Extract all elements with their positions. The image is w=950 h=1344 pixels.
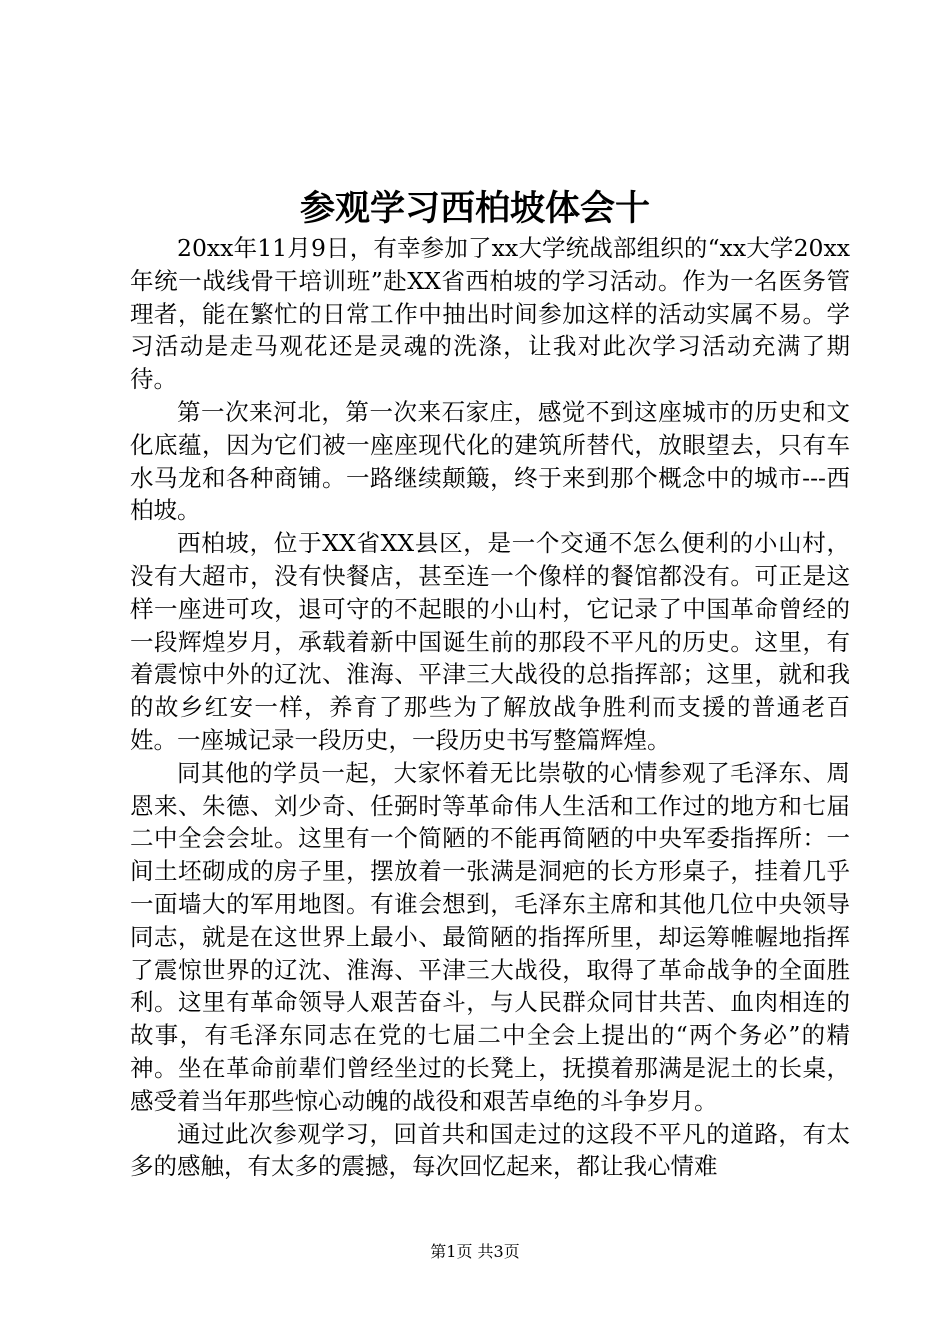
document-body (130, 232, 850, 1183)
paragraph-4: 同其他的学员一起，大家怀着无比崇敬的心情参观了毛泽东、周恩来、朱德、刘少奇、任弼时等革命伟人生活和工作过的地方和七届二中全会会址。这里有一个简陋的不能再简陋的中央军委指挥所：一间土坯砌成的房子里，摆放着一张满是洞疤的长方形桌子，挂着几乎一面墙大的军用地图。有谁会想到，毛泽东主席和其他几位中央领导同志，就是在这世界上最小、最简陋的指挥所里，却运筹帷幄地指挥了震惊世界的辽沈、淮海、平津三大战役，取得了革命战争的全面胜利。这里有革命领导人艰苦奋斗，与人民群众同甘共苦、血肉相连的故事，有毛泽东同志在党的七届二中全会上提出的“两个务必”的精神。坐在革命前辈们曾经坐过的长凳上，抚摸着那满是泥土的长桌，感受着当年那些惊心动魄的战役和艰苦卓绝的斗争岁月。 (130, 758, 850, 1115)
page-footer: 第1页 共3页 (430, 1242, 520, 1261)
document-title: 参观学习西柏坡体会十 (299, 189, 650, 229)
paragraph-5: 通过此次参观学习，回首共和国走过的这段不平凡的道路，有太多的感触，有太多的震撼，每次回忆起来，都让我心情难 (130, 1119, 850, 1181)
paragraph-1: 20xx年11月9日，有幸参加了xx大学统战部组织的“xx大学20xx年统一战线骨干培训班”赴XX省西柏坡的学习活动。作为一名医务管理者，能在繁忙的日常工作中抽出时间参加这样的活动实属不易。学习活动是走马观花还是灵魂的洗涤，让我对此次学习活动充满了期待。 (130, 234, 850, 394)
paragraph-3: 西柏坡，位于XX省XX县区，是一个交通不怎么便利的小山村，没有大超市，没有快餐店，甚至连一个像样的餐馆都没有。可正是这样一座进可攻，退可守的不起眼的小山村，它记录了中国革命曾经的一段辉煌岁月，承载着新中国诞生前的那段不平凡的历史。这里，有着震惊中外的辽沈、淮海、平津三大战役的总指挥部；这里，就和我的故乡红安一样，养育了那些为了解放战争胜利而支援的普通老百姓。一座城记录一段历史，一段历史书写整篇辉煌。 (130, 529, 850, 754)
paragraph-2: 第一次来河北，第一次来石家庄，感觉不到这座城市的历史和文化底蕴，因为它们被一座座现代化的建筑所替代，放眼望去，只有车水马龙和各种商铺。一路继续颠簸，终于来到那个概念中的城市---西柏坡。 (130, 397, 850, 525)
